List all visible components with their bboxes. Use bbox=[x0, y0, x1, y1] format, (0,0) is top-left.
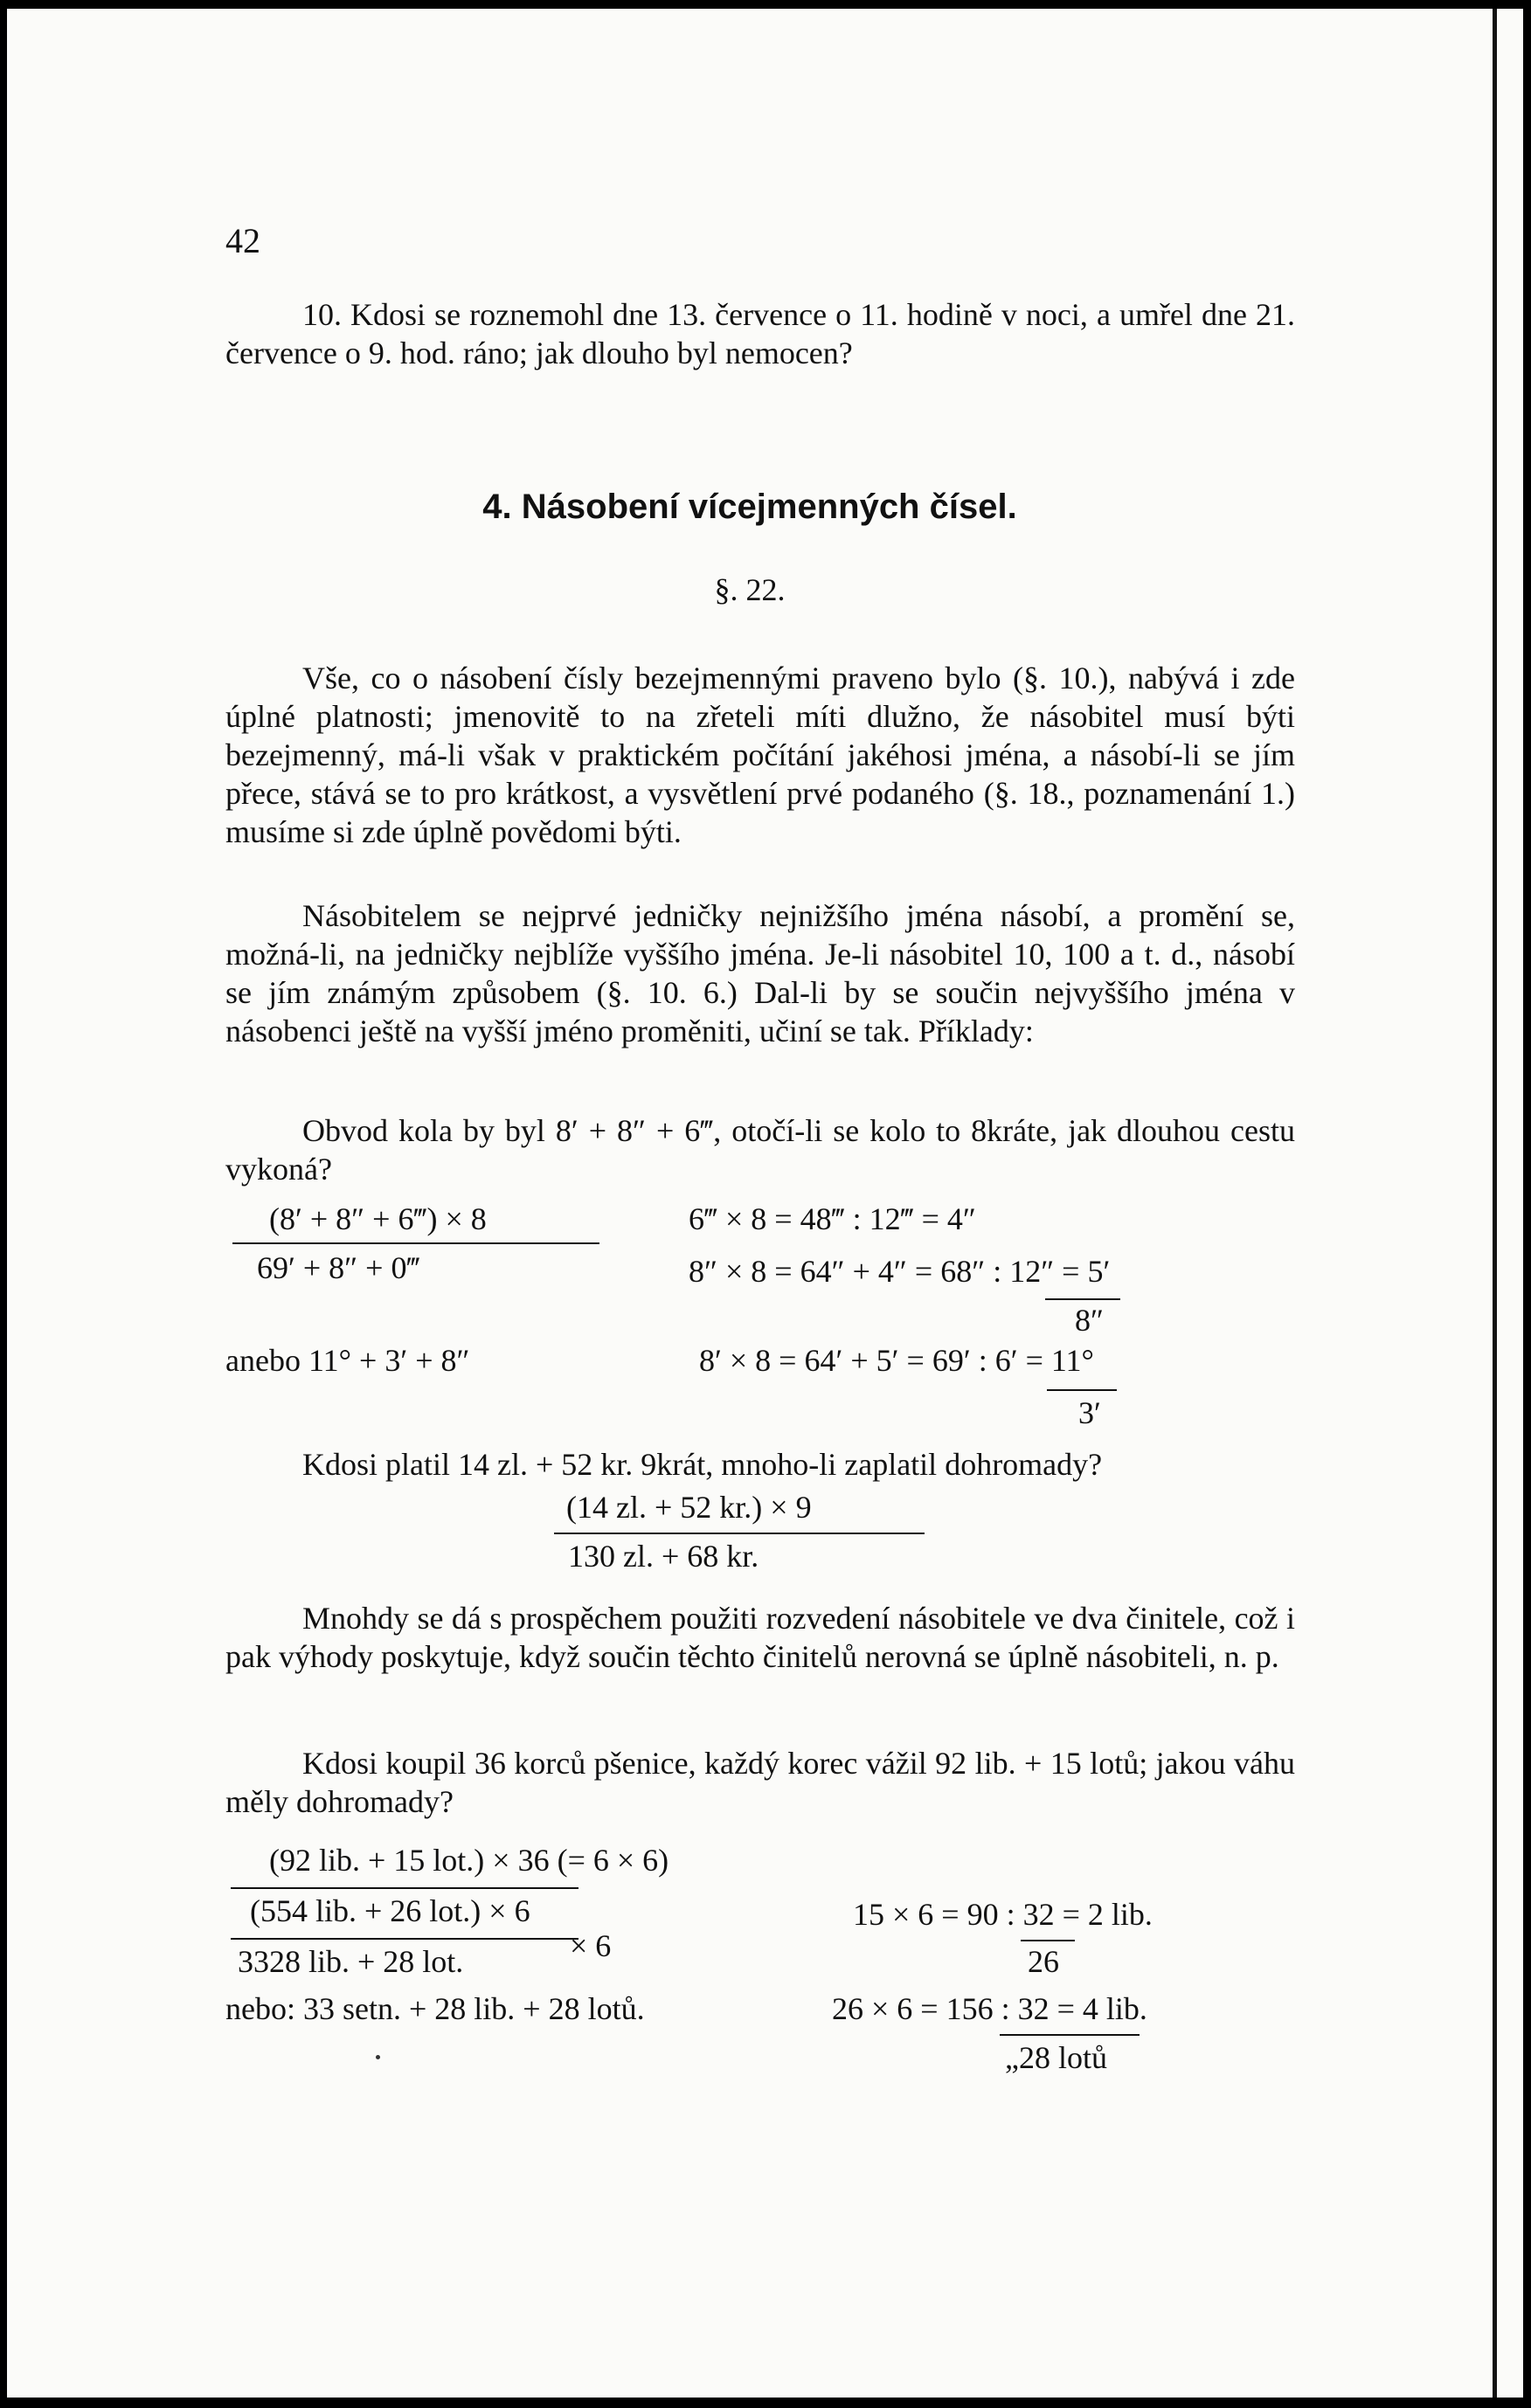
page-edge bbox=[1493, 9, 1523, 2398]
example-1-intro: Obvod kola by byl 8′ + 8″ + 6‴, otočí-li se kolo to 8kráte, jak dlouhou cestu vykoná? bbox=[225, 1113, 1295, 1187]
ex3-right-remainder-1: 26 bbox=[1028, 1944, 1059, 1979]
paragraph-3: Mnohdy se dá s prospěchem použiti rozvedení násobitele ve dva činitele, což i pak výhody poskytuje, když součin těchto činitelů nerovná se úplně násobiteli, n. p. bbox=[225, 1601, 1295, 1674]
paragraph-1: Vše, co o násobení čísly bezejmennými praveno bylo (§. 10.), nabývá i zde úplné platnosti; jmenovitě to na zřeteli míti dlužno, že násobitel musí býti bezejmenný, má-li však v praktickém počítání jakéhosi jména, a násobí-li se jím přece, stává se to pro krátkost, a vysvětlení prvé podaného (§. 18., poznamenání 1.) musíme si zde úplně povědomi býti. bbox=[225, 661, 1295, 849]
ex3-line2: (554 lib. + 26 lot.) × 6 bbox=[250, 1893, 530, 1928]
ex3-line3: 3328 lib. + 28 lot. bbox=[238, 1944, 464, 1979]
ex1-right-remainder-1: 8″ bbox=[1075, 1303, 1104, 1338]
ex3-rule-1 bbox=[231, 1887, 578, 1889]
ex1-right-rule-1 bbox=[1045, 1298, 1120, 1300]
ex1-left-rule bbox=[232, 1242, 599, 1244]
ex1-left-line2: 69′ + 8″ + 0‴ bbox=[257, 1250, 420, 1285]
section-number: §. 22. bbox=[714, 572, 786, 607]
ex1-left-line3: anebo 11° + 3′ + 8″ bbox=[225, 1343, 470, 1378]
ex3-right-remainder-2: „28 lotů bbox=[1005, 2040, 1107, 2075]
ex2-line1: (14 zl. + 52 kr.) × 9 bbox=[566, 1490, 812, 1525]
ex3-line4: nebo: 33 setn. + 28 lib. + 28 lotů. bbox=[225, 1991, 645, 2026]
chapter-heading: 4. Násobení vícejmenných čísel. bbox=[482, 488, 1017, 526]
ex1-right-line2: 8″ × 8 = 64″ + 4″ = 68″ : 12″ = 5′ bbox=[689, 1254, 1111, 1289]
ex3-rule-2 bbox=[231, 1938, 578, 1940]
ex3-right-line1: 15 × 6 = 90 : 32 = 2 lib. bbox=[853, 1897, 1153, 1932]
ex1-right-remainder-2: 3′ bbox=[1078, 1395, 1101, 1430]
ex1-left-line1: (8′ + 8″ + 6‴) × 8 bbox=[269, 1201, 487, 1236]
ex1-right-line3: 8′ × 8 = 64′ + 5′ = 69′ : 6′ = 11° bbox=[699, 1343, 1094, 1378]
book-page bbox=[7, 9, 1493, 2398]
ex2-line2: 130 zl. + 68 kr. bbox=[568, 1539, 759, 1574]
stray-dot bbox=[376, 2055, 380, 2059]
ex1-right-rule-2 bbox=[1047, 1389, 1117, 1391]
paragraph-2: Násobitelem se nejprvé jedničky nejnižšího jména násobí, a promění se, možná-li, na jedničky nejblíže vyššího jména. Je-li násobitel 10, 100 a t. d., násobí se jím známým způsobem (§. 10. 6.) Dal-li by se součin nejvyššího jména v násobenci ještě na vyšší jméno proměniti, učiní se tak. Příklady: bbox=[225, 898, 1295, 1048]
ex3-right-rule-1 bbox=[1021, 1940, 1075, 1941]
ex2-rule bbox=[554, 1533, 925, 1534]
ex1-right-line1: 6‴ × 8 = 48‴ : 12‴ = 4″ bbox=[689, 1201, 976, 1236]
problem-10: 10. Kdosi se roznemohl dne 13. července o 11. hodině v noci, a umřel dne 21. července o 9. hod. ráno; jak dlouho byl nemocen? bbox=[225, 297, 1295, 370]
ex3-right-line2: 26 × 6 = 156 : 32 = 4 lib. bbox=[832, 1991, 1147, 2026]
ex3-right-rule-2 bbox=[1000, 2034, 1140, 2036]
example-3-intro: Kdosi koupil 36 korců pšenice, každý korec vážil 92 lib. + 15 lotů; jakou váhu měly dohromady? bbox=[225, 1746, 1295, 1819]
ex3-multiplier: × 6 bbox=[570, 1928, 612, 1963]
ex3-line1: (92 lib. + 15 lot.) × 36 (= 6 × 6) bbox=[269, 1843, 669, 1878]
example-2-intro: Kdosi platil 14 zl. + 52 kr. 9krát, mnoho-li zaplatil dohromady? bbox=[302, 1447, 1103, 1482]
page-number: 42 bbox=[225, 221, 260, 260]
